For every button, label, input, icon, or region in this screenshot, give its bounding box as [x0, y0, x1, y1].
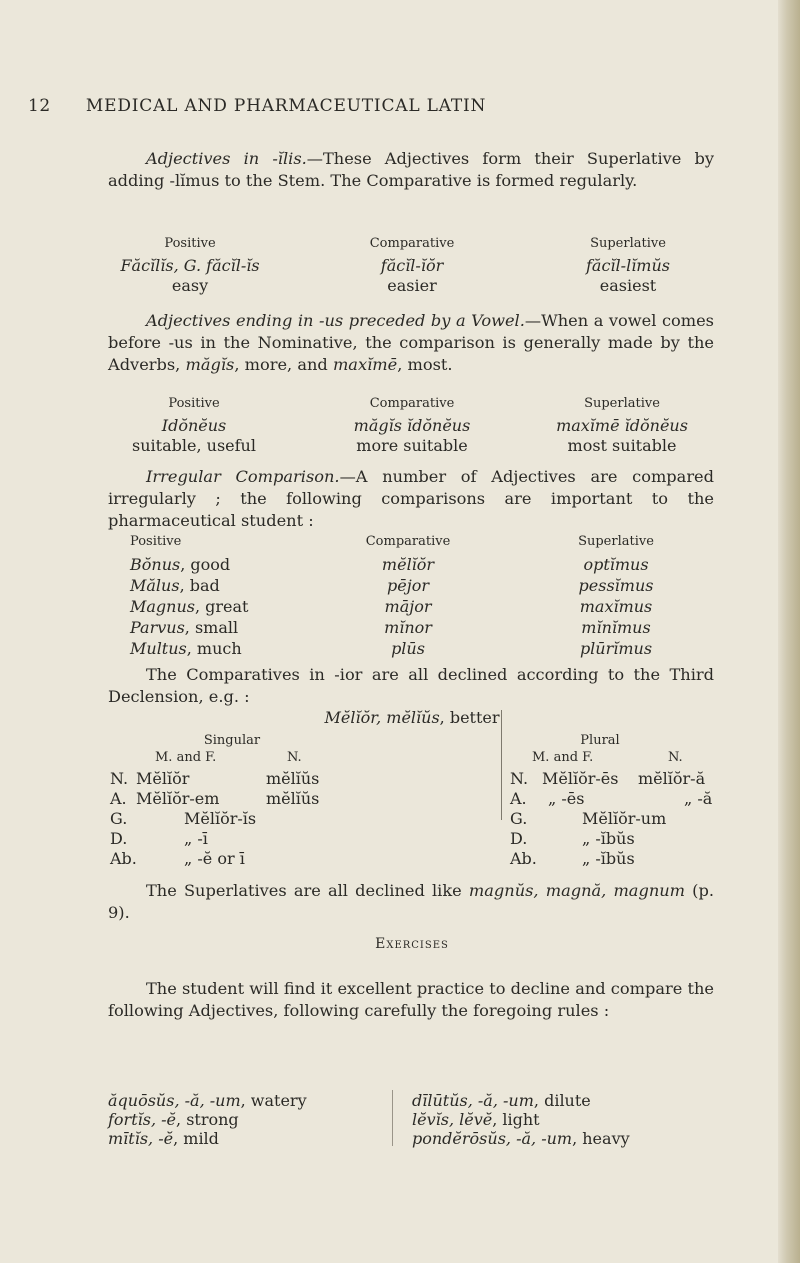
declension-title [324, 708, 499, 727]
table-cell: mĕlĭŏr [381, 555, 435, 574]
running-header [28, 96, 728, 116]
section-heading-irregular: Irregular Comparison. [146, 467, 340, 486]
exercise-list-right [412, 1091, 630, 1148]
table-cell: easier [387, 276, 437, 295]
english-gloss: , good [180, 555, 231, 574]
case-label: A. [110, 789, 127, 808]
english-gloss: , bad [179, 576, 220, 595]
page-number: 12 [28, 96, 51, 116]
table-cell: Făcĭlĭs, G. făcĭl-ĭs [120, 256, 260, 275]
table-cell: „ -ī [184, 829, 208, 848]
col-header-comparative: Comparative [369, 396, 455, 411]
table-cell: făcĭl-ĭŏr [380, 256, 444, 275]
list-item [108, 1129, 307, 1148]
latin-word: Mălus [130, 576, 180, 595]
case-label: G. [110, 809, 128, 828]
table-cell: Mĕlĭŏr-ĭs [184, 809, 257, 828]
english-gloss: , heavy [572, 1129, 630, 1148]
list-item [412, 1091, 630, 1110]
table-cell: „ -ĕ or ī [184, 849, 245, 868]
table-cell: Idŏnĕus [161, 416, 227, 435]
list-item [108, 1091, 307, 1110]
latin-word: magnŭs, magnă, magnum [468, 881, 686, 900]
table-cell [130, 576, 220, 595]
list-item [412, 1129, 630, 1148]
english-gloss: , dilute [533, 1091, 591, 1110]
paragraph-text: (p. 9). [108, 881, 715, 922]
paragraph-text: The Comparatives in -ior are all declined according to the Third Declension, e.g. : [108, 665, 714, 706]
latin-word: mītĭs, -ĕ [108, 1129, 174, 1148]
table-cell: plūs [391, 639, 425, 658]
table-cell: mĭnor [384, 618, 432, 637]
paragraph-irregular [108, 466, 714, 532]
table-cell: most suitable [567, 436, 677, 455]
running-title: MEDICAL AND PHARMACEUTICAL LATIN [85, 96, 487, 116]
table-cell: „ -ĭbŭs [582, 849, 635, 868]
case-label: N. [110, 769, 129, 788]
table-cell: suitable, useful [132, 436, 256, 455]
exercise-list-left [108, 1091, 307, 1148]
english-gloss: , watery [240, 1091, 307, 1110]
table-cell [130, 639, 242, 658]
table-cell: „ -ēs [548, 789, 585, 808]
case-label: D. [510, 829, 528, 848]
col-header-positive: Positive [130, 534, 182, 549]
col-header-positive: Positive [164, 236, 216, 251]
exercises-heading: Exercises [375, 936, 449, 952]
paragraph-text: —A number of Adjectives are compared irregularly ; the following comparisons are important to the pharmaceutical student : [108, 467, 714, 530]
table-cell: mĕlĭŭs [266, 789, 320, 808]
table-cell: „ -ă [684, 789, 713, 808]
table-cell: pessĭmus [578, 576, 654, 595]
case-label: Ab. [110, 849, 137, 868]
table-cell: mĕlĭŭs [266, 769, 320, 788]
latin-word: maxĭmē [332, 355, 398, 374]
table-cell [130, 618, 238, 637]
table-cell [130, 597, 248, 616]
case-label: G. [510, 809, 528, 828]
col-header-superlative: Superlative [590, 236, 666, 251]
singular-n-label: N. [287, 750, 302, 765]
paragraph-text: —When a vowel comes before -us in the Nominative, the comparison is generally made by the Adverbs, [108, 311, 714, 374]
table-cell: more suitable [356, 436, 468, 455]
col-header-superlative: Superlative [578, 534, 654, 549]
col-header-superlative: Superlative [584, 396, 660, 411]
paragraph-text: , more, and [234, 355, 333, 374]
table-cell: „ -ĭbŭs [582, 829, 635, 848]
table-cell: easy [171, 276, 209, 295]
latin-word: dīlūtŭs, -ă, -um [412, 1091, 534, 1110]
plural-n-label: N. [668, 750, 683, 765]
singular-mf-label: M. and F. [155, 750, 217, 765]
page-edge [778, 0, 800, 1263]
singular-label: Singular [203, 733, 261, 748]
case-label: D. [110, 829, 128, 848]
table-cell: mĭnĭmus [581, 618, 651, 637]
col-header-comparative: Comparative [369, 236, 455, 251]
english-gloss: , great [194, 597, 249, 616]
table-cell: făcĭl-lĭmŭs [586, 256, 670, 275]
table-cell: mĕlĭŏr-ă [638, 769, 706, 788]
section-heading-ilis: Adjectives in -ĭlis. [146, 149, 307, 168]
col-header-positive: Positive [168, 396, 220, 411]
table-cell: optĭmus [583, 555, 649, 574]
section-heading-vowel: Adjectives ending in -us preceded by a Vowel. [146, 311, 525, 330]
list-item [412, 1110, 630, 1129]
latin-word: pondĕrōsŭs, -ă, -um [412, 1129, 573, 1148]
table-cell: Mĕlĭŏr [136, 769, 190, 788]
paragraph-text: , most. [397, 355, 453, 374]
case-label: N. [510, 769, 529, 788]
plural-label: Plural [580, 733, 620, 748]
latin-word: ăquōsŭs, -ă, -um [108, 1091, 241, 1110]
table-cell: maxĭmē ĭdŏnĕus [556, 416, 688, 435]
paragraph-text: —These Adjectives form their Superlative by adding -lĭmus to the Stem. The Comparative is formed regularly. [108, 149, 714, 190]
paragraph-comparatives [108, 664, 714, 708]
list-item [108, 1110, 307, 1129]
paragraph-superlatives [108, 880, 714, 924]
table-cell: Mĕlĭŏr-um [582, 809, 667, 828]
english-gloss: , better [439, 708, 500, 727]
paragraph-text: The Superlatives are all declined like [146, 881, 469, 900]
table-cell: Mĕlĭŏr-em [136, 789, 220, 808]
paragraph-ilis [108, 148, 714, 192]
latin-word: fortĭs, -ĕ [108, 1110, 177, 1129]
table-cell: pējor [387, 576, 429, 595]
latin-word: Mĕlĭŏr, mĕlĭŭs [324, 708, 440, 727]
english-gloss: , much [186, 639, 242, 658]
table-cell: mājor [384, 597, 432, 616]
table-cell: Mĕlĭŏr-ēs [542, 769, 619, 788]
table-cell: maxĭmus [579, 597, 653, 616]
col-header-comparative: Comparative [365, 534, 451, 549]
case-label: A. [510, 789, 527, 808]
table-cell: easiest [599, 276, 657, 295]
latin-word: lĕvĭs, lĕvĕ [412, 1110, 493, 1129]
table-cell [130, 555, 230, 574]
latin-word: măgĭs [185, 355, 235, 374]
table-cell: plūrĭmus [579, 639, 653, 658]
paragraph-text: The student will find it excellent practice to decline and compare the following Adjectives, following carefully the foregoing rules : [108, 979, 714, 1020]
latin-word: Magnus [130, 597, 195, 616]
latin-word: Multus [130, 639, 187, 658]
english-gloss: , strong [176, 1110, 239, 1129]
plural-mf-label: M. and F. [532, 750, 594, 765]
exercise-divider [392, 1090, 393, 1146]
english-gloss: , small [184, 618, 239, 637]
english-gloss: , mild [173, 1129, 219, 1148]
latin-word: Bŏnus [130, 555, 181, 574]
english-gloss: , light [492, 1110, 540, 1129]
case-label: Ab. [510, 849, 537, 868]
column-divider [501, 710, 502, 820]
table-cell: măgĭs ĭdŏnĕus [353, 416, 471, 435]
paragraph-vowel [108, 310, 714, 376]
paragraph-exercises [108, 978, 714, 1022]
latin-word: Parvus [130, 618, 185, 637]
